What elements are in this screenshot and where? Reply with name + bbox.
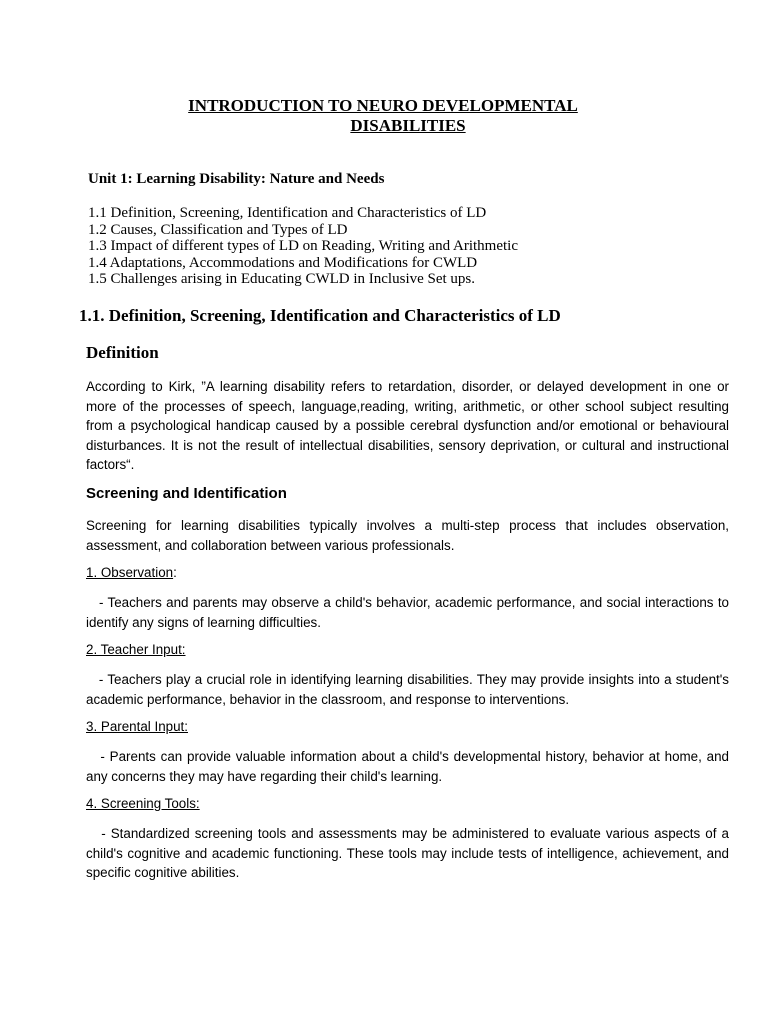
step-heading-screening-tools: 4. Screening Tools: xyxy=(86,796,200,811)
screening-heading: Screening and Identification xyxy=(86,485,287,502)
step-heading-observation xyxy=(86,565,177,580)
toc-item: 1.5 Challenges arising in Educating CWLD in Inclusive Set ups. xyxy=(88,271,476,287)
table-of-contents xyxy=(88,205,518,288)
document-title xyxy=(0,96,768,136)
step-heading-teacher-input: 2. Teacher Input: xyxy=(86,642,186,657)
toc-item: 1.2 Causes, Classification and Types of LD xyxy=(88,221,348,238)
section-heading: 1.1. Definition, Screening, Identification and Characteristics of LD xyxy=(79,306,561,325)
step-label-suffix: : xyxy=(173,565,177,580)
document-title-line-1: INTRODUCTION TO NEURO DEVELOPMENTAL xyxy=(188,96,578,115)
step-label: 1. Observation xyxy=(86,565,174,580)
step-paragraph-parental-input: - Parents can provide valuable information about a child's developmental history, behavior at home, and any concerns they may have regarding their child's learning. xyxy=(86,749,733,784)
unit-heading: Unit 1: Learning Disability: Nature and Needs xyxy=(88,171,385,187)
screening-intro-paragraph: Screening for learning disabilities typically involves a multi-step process that includes observation, assessment, and collaboration between various professionals. xyxy=(86,518,729,553)
step-paragraph-observation: - Teachers and parents may observe a child's behavior, academic performance, and social interactions to identify any signs of learning difficulties. xyxy=(86,595,733,630)
toc-item: 1.4 Adaptations, Accommodations and Modifications for CWLD xyxy=(88,254,478,271)
definition-heading: Definition xyxy=(86,343,159,362)
document-title-line-2: DISABILITIES xyxy=(350,116,466,135)
step-heading-parental-input: 3. Parental Input: xyxy=(86,719,188,734)
toc-item: 1.3 Impact of different types of LD on Reading, Writing and Arithmetic xyxy=(88,238,518,254)
step-paragraph-teacher-input: - Teachers play a crucial role in identifying learning disabilities. They may provide insights into a student's academic performance, behavior in the classroom, and response to interventions. xyxy=(86,672,733,707)
toc-item: 1.1 Definition, Screening, Identification and Characteristics of LD xyxy=(88,205,487,221)
step-paragraph-screening-tools: - Standardized screening tools and assessments may be administered to evaluate various aspects of a child's cognitive and academic functioning. These tools may include tests of intelligence, achievement, and specific cognitive abilities. xyxy=(86,826,733,880)
definition-paragraph: According to Kirk, ”A learning disability refers to retardation, disorder, or delayed development in one or more of the processes of speech, language,reading, writing, arithmetic, or other school subject resulting from a psychological handicap caused by a possible cerebral dysfunction and/or emotional or behavioural disturbances. It is not the result of intellectual disabilities, sensory deprivation, or cultural and instructional factors“. xyxy=(86,379,729,472)
